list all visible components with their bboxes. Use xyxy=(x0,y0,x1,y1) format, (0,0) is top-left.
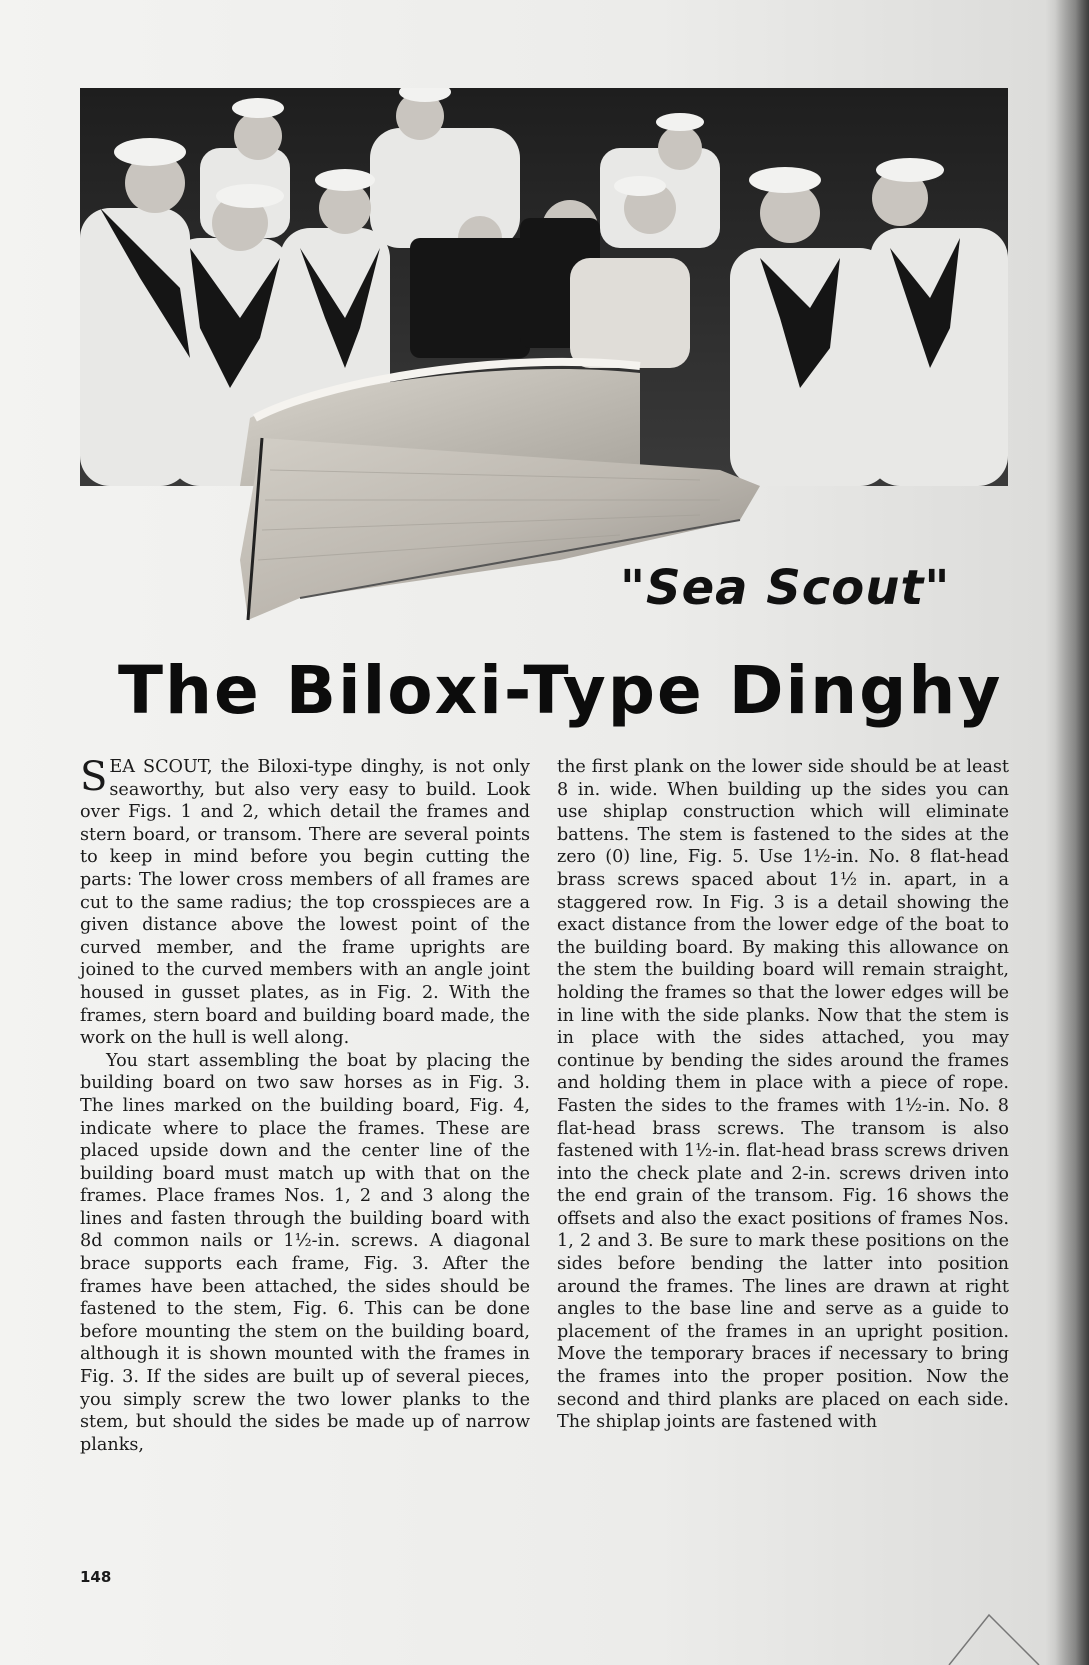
paragraph-3: the first plank on the lower side should be at least 8 in. wide. When building up the sides you can use shiplap construction which will eliminate battens. The stem is fastened to the sides at the zero (0) line, Fig. 5. Use 1½-in. No. 8 flat-head brass screws spaced about 1½ in. apart, in a staggered row. In Fig. 3 is a detail showing the exact distance from the lower edge of the boat to the building board. By making this allowance on the stem the building board will remain straight, holding the frames so that the lower edges will be in line with the side planks. Now that the stem is in place with the sides attached, you may continue by bending the sides around the frames and holding them in place with a piece of rope. Fasten the sides to the frames with 1½-in. No. 8 flat-head brass screws. The transom is also fastened with 1½-in. flat-head brass screws driven into the check plate and 2-in. screws driven into the end grain of the transom. Fig. 16 shows the offsets and also the exact positions of frames Nos. 1, 2 and 3. Be sure to mark these positions on the sides before bending the latter into position around the frames. The lines are drawn at right angles to the base line and serve as a guide to placement of the frames in an upright position. Move the temporary braces if necessary to bring the frames into the proper position. Now the second and third planks are placed on each side. The shiplap joints are fastened with xyxy=(557,757,1009,1433)
paragraph-2: You start assembling the boat by placing the building board on two saw horses as in Fig. 3. The lines marked on the building board, Fig. 4, indicate where to place the frames. These are placed upside down and the center line of the building board must match up with that on the frames. Place frames Nos. 1, 2 and 3 along the lines and fasten through the building board with 8d common nails or 1½-in. screws. A diagonal brace supports each frame, Fig. 3. After the frames have been attached, the sides should be fastened to the stem, Fig. 6. This can be done before mounting the stem on the building board, although it is shown mounted with the frames in Fig. 3. If the sides are built up of several pieces, you simply screw the two lower planks to the stem, but should the sides be made up of narrow planks, xyxy=(80,1050,530,1455)
page-number: 148 xyxy=(80,1568,112,1586)
boat-hull-cutout xyxy=(0,0,1089,640)
article-subtitle: "Sea Scout" xyxy=(620,560,951,616)
left-column xyxy=(80,756,530,1456)
paragraph-1 xyxy=(80,756,530,1050)
article-title: The Biloxi-Type Dinghy xyxy=(118,652,1003,729)
page-corner-fold xyxy=(929,1585,1049,1665)
paragraph-1-text: EA SCOUT, the Biloxi-type dinghy, is not only seaworthy, but also very easy to build. Look over Figs. 1 and 2, which detail the frames and stern board, or transom. There are several points to keep in mind before you begin cutting the parts: The lower cross members of all frames are cut to the same radius; the top crosspieces are a given distance above the lowest point of the curved member, and the frame uprights are joined to the curved members with an angle joint housed in gusset plates, as in Fig. 2. With the frames, stern board and building board made, the work on the hull is well along. xyxy=(80,757,530,1049)
drop-cap: S xyxy=(80,754,108,800)
right-column xyxy=(557,756,1009,1434)
